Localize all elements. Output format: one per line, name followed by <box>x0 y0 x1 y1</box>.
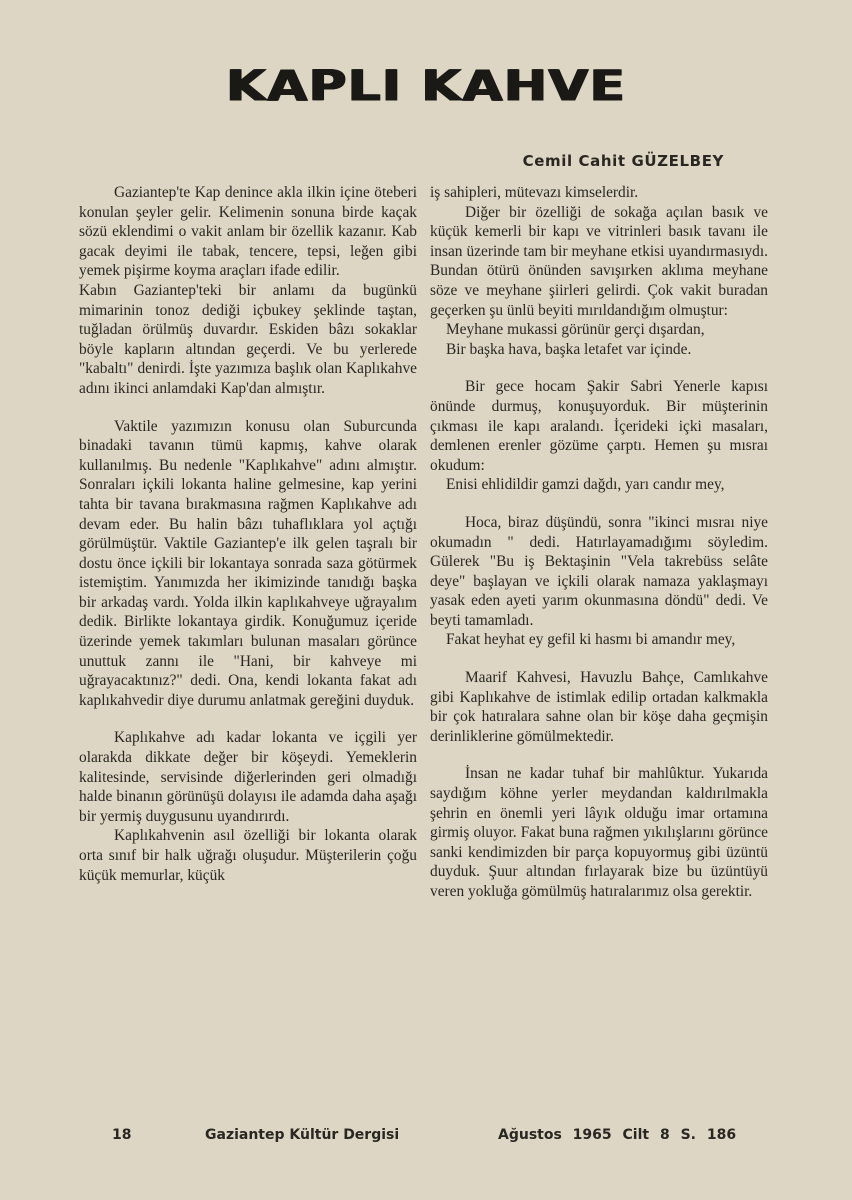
paragraph: Bir gece hocam Şakir Sabri Yenerle kapısı önünde durmuş, konuşuyorduk. Bir müşterinin çıkması ile kapı aralandı. İçerideki içki masaları, demlenen erenler gözüme çarptı. Hemen şu mısraı okudum: <box>430 378 768 474</box>
page-number: 18 <box>112 1127 132 1143</box>
paragraph: Hoca, biraz düşündü, sonra "ikinci mısraı niye okumadın " dedi. Hatırlayamadığımı söyledim. Gülerek "Bu iş Bektaşinin "Vela takrebüss selâte deye" başlayan ve içkili olarak namaza yaklaşmayı yasak eden ayeti yarım okunmasına döndü" dedi. Ve beyti tamamladı. <box>430 513 768 629</box>
left-column <box>79 183 417 885</box>
paragraph: İnsan ne kadar tuhaf bir mahlûktur. Yukarıda saydığım köhne yerler meydandan kaldırılmakla şehrin en önemli yeri lâyık olduğu imar ortamına girmiş oluyor. Fakat buna rağmen yıkılışlarını görünce sanki kendimizden bir parça kopuyormuş gibi üzüntü duyduk. Şuur altından fırlayarak bize bu üzüntüyü veren yokluğa gömülmüş hatıralarımız olsa gerektir. <box>430 765 768 900</box>
magazine-name: Gaziantep Kültür Dergisi <box>205 1127 400 1143</box>
issue-info: Ağustos 1965 Cilt 8 S. 186 <box>498 1127 737 1143</box>
author-name: Cemil Cahit GÜZELBEY <box>522 152 724 170</box>
paragraph: iş sahipleri, mütevazı kimselerdir. <box>430 184 639 201</box>
paragraph: Vaktile yazımızın konusu olan Suburcunda binadaki tavanın tümü kapmış, kahve olarak kullanılmış. Bu nedenle "Kaplıkahve" adını almıştır. Sonraları içkili lokanta haline gelmesine, kap yerini tahta bir tavana bırakmasına rağmen Kaplıkahve adı devam eder. Bu halin bâzı tuhaflıklara yol açtığı görülmüştür. Vaktile Gaziantep'e ilk gelen taşralı bir dostu önce içkili bir lokantaya sonrada saza götürmek istemiştim. Yanımızda her ikimizinde tanıdığı başka bir arkadaş vardı. Yolda ilkin kaplıkahveye uğrayalım dedik. Birlikte lokantaya girdik. Konuğumuz içeride üzerinde yemek takımları bulunan masaları görünce unuttuk zannı ile "Hani, bir kahveye mi uğrayacaktınız?" dedi. Ona, kendi lokanta fakat adı kaplıkahvedir diye durumu anlatmak gereğini duyduk. <box>79 417 417 709</box>
article-title: KAPLI KAHVE <box>225 62 627 112</box>
paragraph: Kaplıkahvenin asıl özelliği bir lokanta olarak orta sınıf bir halk uğrağı oluşudur. Müşterilerin çoğu küçük memurlar, küçük <box>79 827 417 884</box>
verse-line: Enisi ehlidildir gamzi dağdı, yarı candır mey, <box>446 476 725 494</box>
paragraph: Kaplıkahve adı kadar lokanta ve içgili yer olarakda dikkate değer bir köşeydi. Yemeklerin kalitesinde, servisinde diğerlerinden geri olmadığı halde binanın görünüşü dolayısı ile adamda daha aşağı bir yermiş duygusunu uyandırırdı. <box>79 729 417 825</box>
paragraph: Kabın Gaziantep'teki bir anlamı da bugünkü mimarinin tonoz dediği içbukey şeklinde taştan, tuğladan örülmüş duvardır. Eskiden bâzı sokaklar böyle kapların altından geçerdi. Ve bu yerlerede "kabaltı" denirdi. İşte yazımıza başlık olan Kaplıkahve adını ikinci anlamdaki Kap'dan almıştır. <box>79 281 417 397</box>
verse-line: Meyhane mukassi görünür gerçi dışardan, <box>446 321 705 339</box>
right-column <box>430 183 768 902</box>
paragraph: Diğer bir özelliği de sokağa açılan basık ve küçük kemerli bir kapı ve vitrinleri basık tavanı ile insan üzerinde tam bir meyhane etkisi uyandırmasıydı. Bundan ötürü önünden savışırken aklıma meyhane söze ve meyhane şiirleri gelirdi. Çok vakit buradan geçerken şu ünlü beyiti mırıldandığım olmuştur: <box>430 203 768 319</box>
verse-line: Fakat heyhat ey gefil ki hasmı bi amandır mey, <box>446 631 736 649</box>
verse-line: Bir başka hava, başka letafet var içinde. <box>446 340 692 358</box>
paragraph: Maarif Kahvesi, Havuzlu Bahçe, Camlıkahve gibi Kaplıkahve de istimlak edilip ortadan kalkmakla bir çok hatıralara sahne olan bir köşe daha geçmişin derinliklerine gömülmektedir. <box>430 669 768 745</box>
paragraph: Gaziantep'te Kap denince akla ilkin içine öteberi konulan şeyler gelir. Kelimenin sonuna birde kaçak sözü eklendimi o vakit anlam bir özellik kazanır. Kab gacak deyimi ile tabak, tencere, tepsi, leğen gibi yemek pişirme koyma araçları ifade edilir. <box>79 184 417 280</box>
